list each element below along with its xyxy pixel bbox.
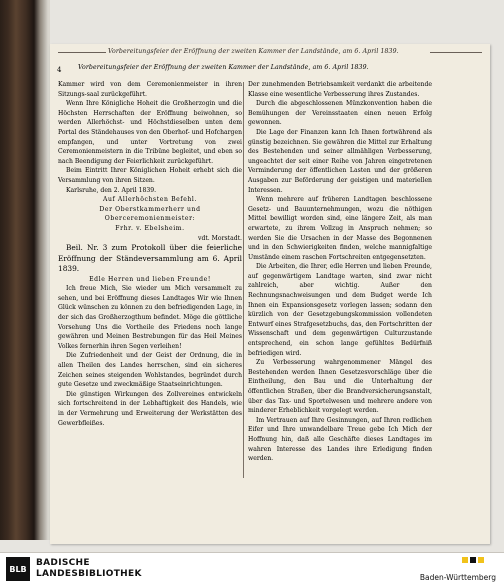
book-spine [0, 0, 50, 540]
left-column-paragraph: Die günstigen Wirkungen des Zollvereines entwickeln sich fortschreitend in der Lebhaftigkeit des Handels, wie in der Vermehrung und Erweiterung der Werkstätten des Gewerbfleißes. [58, 390, 242, 427]
right-column [248, 80, 432, 464]
library-name-line2: LANDESBIBLIOTHEK [36, 569, 142, 579]
left-column-paragraph: Beim Eintritt Ihrer Königlichen Hoheit erhebt sich die Versammlung von ihren Sitzen. [58, 167, 242, 184]
left-column-paragraph: Beil. Nr. 3 zum Protokoll über die feierliche Eröffnung der Ständeversammlung am 6. April 1839. [58, 243, 242, 274]
page-number: 4 [57, 66, 62, 74]
left-column-paragraph: Edle Herren und lieben Freunde! [89, 275, 211, 283]
right-column-paragraph: Der zunehmenden Betriebsamkeit verdankt die arbeitende Klasse eine wesentliche Verbesserung ihres Zustandes. [248, 81, 432, 98]
right-column-paragraph: Die Arbeiten, die Ihrer, edle Herren und lieben Freunde, auf gegenwärtigem Landtage warten, sind zwar nicht zahlreich, aber wichtig. Außer den Rechnungsnachweisungen und dem Budget werde Ich Ihnen ein Expansionsgesetz vorlegen lassen; sodann den kürzlich von der Gesetzgebungskommission vollendeten Entwurf eines Strafgesetzbuchs, das, den Fortschritten der Wissenschaft und dem gegenwärtigen Culturzustande entsprechend, ein schon lange gefühltes Bedürfniß befriedigen wird. [248, 263, 432, 357]
region-label: Baden-Württemberg [419, 573, 496, 582]
library-name-line1: BADISCHE [36, 558, 90, 568]
blb-logo-icon[interactable]: BLB [6, 557, 30, 581]
left-column [58, 80, 242, 428]
baden-wuerttemberg-mark-icon [460, 555, 486, 573]
right-column-paragraph: Im Vertrauen auf Ihre Gesinnungen, auf Ihren redlichen Eifer und Ihre unwandelbare Treue gebe Ich Mich der Hoffnung hin, daß alle Geschäfte dieses Landtages im wahren Interesse des Landes ihre Erledigung finden werden. [248, 416, 432, 463]
left-column-paragraph: Auf Allerhöchsten Befehl. [102, 196, 198, 204]
left-column-paragraph: Wenn Ihre Königliche Hoheit die Großherzogin und die Höchsten Herrschaften der Eröffnung beiwohnen, so werden Allerhöchst- und Höchstdieselben unten dem Portal des Ständehauses von den Oberhof- und Hofchargen empfangen, und unter Vortretung von zwei Ceremonienmeistern in die Tribüne begleitet, und eben so nach Beendigung der Feierlichkeit zurückgeführt. [58, 100, 242, 165]
footer-bar [0, 552, 504, 587]
left-column-paragraph: vdt. Morstadt. [198, 234, 242, 242]
right-column-paragraph: Die Lage der Finanzen kann Ich Ihnen fortwährend als günstig bezeichnen. Sie gewähren die Mittel zur Erhaltung des Bestehenden und seiner allmähligen Verbesserung, ungeachtet der seit einer Reihe von Jahren eingetretenen Verminderung der öffentlichen Lasten und der größeren Ausgaben zur Beförderung der geistigen und materiellen Interessen. [248, 128, 432, 194]
head-rule-left [58, 52, 106, 53]
library-name[interactable] [36, 558, 142, 580]
right-column-paragraph: Zu Verbesserung wahrgenommener Mängel des Bestehenden werden Ihnen Gesetzesvorschläge über die Eintheilung, den Bau und die Unterhaltung der öffentlichen Straßen, über die Brandversicherungsanstalt, über das Tax- und Sportelwesen und mehrere andere von minderer Erheblichkeit vorgelegt werden. [248, 359, 432, 415]
left-column-paragraph: Ich freue Mich, Sie wieder um Mich versammelt zu sehen, und bei Eröffnung dieses Landtages Wir wie Ihnen Glück wünschen zu können zu den befriedigenden Lage, in der sich das Großherzogthum befindet. Möge die göttliche Vorsehung Uns die Vortheile des Friedens noch lange gewähren und Meinen Bestrebungen für das Heil Meines Volkes fernerhin ihren Segen verleihen! [58, 285, 242, 350]
running-head-text: Vorbereitungsfeier der Eröffnung der zweiten Kammer der Landstände, am 6. April 1839. [78, 64, 369, 71]
left-column-paragraph: Kammer wird von dem Ceremonienmeister in ihren Sitzungs-saal zurückgeführt. [58, 81, 242, 98]
left-column-paragraph: Die Zufriedenheit und der Geist der Ordnung, die in allen Theilen des Landes herrschen, sind ein sicheres Zeichen seines steigenden Wohlstandes, begründet durch gute Gesetze und zweckmäßige Staatseinrichtungen. [58, 352, 242, 389]
head-rule-right [430, 52, 482, 53]
right-column-paragraph: Wenn mehrere auf früheren Landtagen beschlossene Gesetz- und Bauunternehmungen, wozu die nöthigen Mittel bewilligt worden sind, eine längere Zeit, als man erwartete, zu ihrem Vollzug in Anspruch nehmen; so werden Sie die Ursachen in der Masse des Begonnenen und in den Schwierigkeiten finden, welche mannigfaltige Umstände einem raschen Fortschreiten entgegensetzten. [248, 196, 432, 261]
left-column-paragraph: Frhr. v. Ebelsheim. [115, 224, 185, 232]
right-column-paragraph: Durch die abgeschlossenen Münzkonvention haben die Bemühungen der Vereinsstaaten einen neuen Erfolg gewonnen. [248, 100, 432, 127]
running-head: Vorbereitungsfeier der Eröffnung der zweiten Kammer der Landstände, am 6. April 1839. [108, 48, 399, 55]
left-column-paragraph: Karlsruhe, den 2. April 1839. [66, 186, 157, 194]
column-divider [243, 82, 244, 478]
left-column-paragraph: Der Oberstkammerherr und Oberceremonienmeister: [99, 205, 201, 223]
